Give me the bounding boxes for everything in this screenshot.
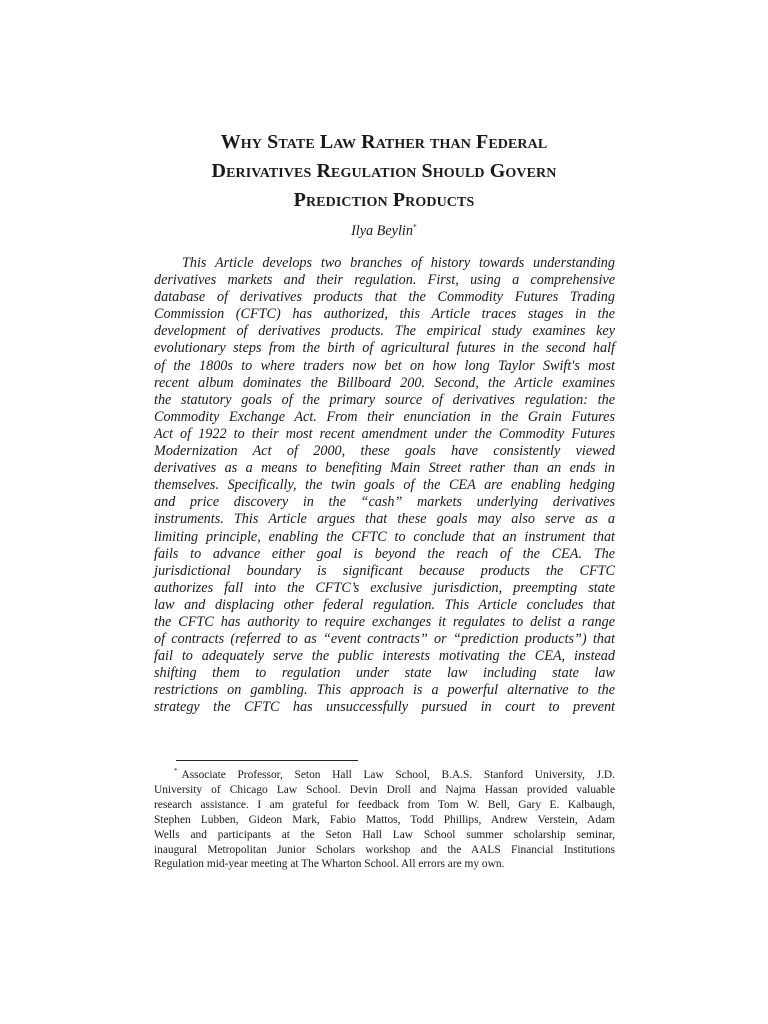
abstract-line: of the 1800s to where traders now bet on how long Taylor Swift's most	[154, 357, 615, 374]
abstract-line: Modernization Act of 2000, these goals have consistently viewed	[154, 443, 615, 460]
abstract-line: derivatives markets and their regulation. First, using a comprehensive	[154, 272, 615, 289]
abstract-line: Commission (CFTC) has authorized, this Article traces stages in the	[154, 306, 615, 323]
footnote-line: Stephen Lubben, Gideon Mark, Fabio Mattos, Todd Phillips, Andrew Verstein, Adam	[154, 813, 615, 826]
footnote-line: Wells and participants at the Seton Hall Law School summer scholarship seminar,	[154, 828, 615, 841]
abstract-line: of contracts (referred to as “event contracts” or “prediction products”) that	[154, 631, 615, 648]
abstract-line: fails to advance either goal is beyond the reach of the CEA. The	[154, 545, 615, 562]
footnote-line: research assistance. I am grateful for feedback from Tom W. Bell, Gary E. Kalbaugh,	[154, 798, 615, 811]
abstract-line: jurisdictional boundary is significant because products the CFTC	[154, 562, 615, 579]
article-title	[130, 128, 638, 215]
author-footnote-marker: *	[412, 222, 417, 232]
abstract-line: authorizes fall into the CFTC’s exclusive jurisdiction, preempting state	[154, 579, 615, 596]
abstract-line: themselves. Specifically, the twin goals of the CEA are enabling hedging	[154, 477, 615, 494]
abstract-line: law and displacing other federal regulation. This Article concludes that	[154, 596, 615, 613]
abstract-line: instruments. This Article argues that these goals may also serve as a	[154, 511, 615, 528]
abstract-line: development of derivatives products. The empirical study examines key	[154, 323, 615, 340]
footnote-line: Regulation mid-year meeting at The Wharton School. All errors are my own.	[154, 858, 505, 871]
abstract-line: strategy the CFTC has unsuccessfully pursued in court to prevent	[154, 699, 615, 716]
abstract-line: This Article develops two branches of history towards understanding	[182, 255, 615, 271]
abstract-line: limiting principle, enabling the CFTC to conclude that an instrument that	[154, 528, 615, 545]
footnote	[154, 768, 615, 872]
abstract-line: evolutionary steps from the birth of agricultural futures in the second half	[154, 340, 615, 357]
abstract-line: shifting them to regulation under state law including state law	[154, 665, 615, 682]
footnote-line-text: Associate Professor, Seton Hall Law School, B.A.S. Stanford University, J.D.	[181, 769, 615, 781]
abstract-line: the statutory goals of the primary source of derivatives regulation: the	[154, 391, 615, 408]
footnote-line: University of Chicago Law School. Devin Droll and Najma Hassan provided valuable	[154, 783, 615, 796]
footnote-separator	[176, 760, 358, 761]
author-byline	[130, 222, 638, 240]
footnote-marker: *	[174, 767, 178, 776]
abstract-line: recent album dominates the Billboard 200. Second, the Article examines	[154, 374, 615, 391]
abstract-line: fail to adequately serve the public interests motivating the CEA, instead	[154, 648, 615, 665]
title-line: Why State Law Rather than Federal	[220, 131, 548, 153]
abstract-line: derivatives as a means to benefiting Main Street rather than an ends in	[154, 460, 615, 477]
footnote-line: inaugural Metropolitan Junior Scholars workshop and the AALS Financial Institutions	[154, 843, 615, 856]
footnote-line	[154, 768, 615, 783]
author-name: Ilya Beylin	[351, 223, 413, 239]
abstract-line: database of derivatives products that the Commodity Futures Trading	[154, 289, 615, 306]
abstract	[154, 255, 615, 717]
abstract-line: Act of 1922 to their most recent amendment under the Commodity Futures	[154, 425, 615, 442]
abstract-line: Commodity Exchange Act. From their enunciation in the Grain Futures	[154, 408, 615, 425]
title-line: Derivatives Regulation Should Govern	[211, 160, 557, 182]
title-line: Prediction Products	[293, 189, 475, 211]
abstract-line: and price discovery in the “cash” markets underlying derivatives	[154, 494, 615, 511]
abstract-line: restrictions on gambling. This approach is a powerful alternative to the	[154, 682, 615, 699]
abstract-line: the CFTC has authority to require exchanges it regulates to delist a range	[154, 613, 615, 630]
